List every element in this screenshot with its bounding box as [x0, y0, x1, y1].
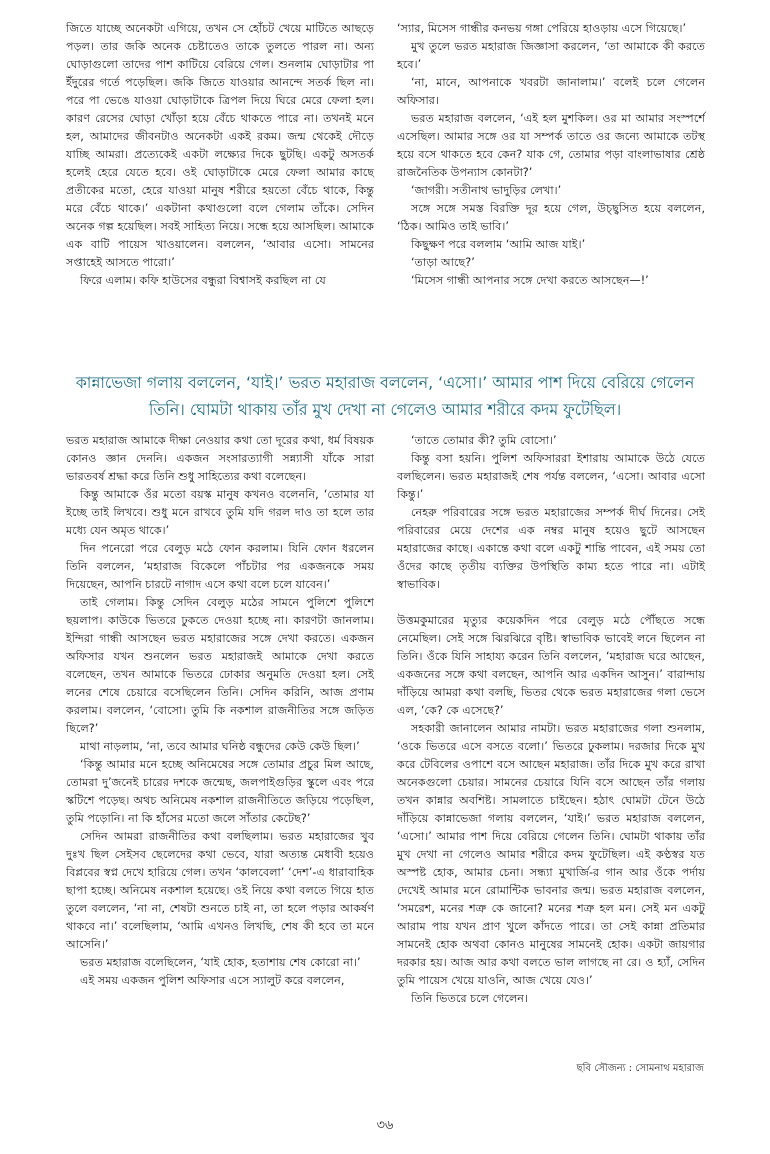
paragraph: ফিরে এলাম। কফি হাউসের বন্ধুরা বিশ্বাসই করছিল না যে: [80, 274, 326, 287]
paragraph: ‘না, মানে, আপনাকে খবরটা জানালাম।’ বলেই চলে গেলেন অফিসার।: [397, 76, 705, 107]
paragraph: নেহরু পরিবারের সঙ্গে ভরত মহারাজের সম্পর্ক দীর্ঘ দিনের। সেই পরিবারের মেয়ে দেশের এক নম্বর মানুষ হয়েও ছুটে আসছেন মহারাজের কাছে। একান্তে কথা বলে একটু শান্তি পাবেন, এই সময় তো ওঁদের কাছে তৃতীয় ব্যক্তির উপস্থিতি কাম্য হতে পারে না। এটাই স্বাভাবিক।: [397, 506, 705, 591]
paragraph: সহকারী জানালেন আমার নামটা। ভরত মহারাজের গলা শুনলাম, ‘ওকে ভিতরে এসে বসতে বলো।’ ভিতরে ঢুকলাম। দরজার দিকে মুখ করে টেবিলের ওপাশে বসে আছেন মহারাজ। তাঁর দিকে মুখ করে রাখা অনেকগুলো চেয়ার। সামনের চেয়ারে যিনি বসে আছেন তাঁর গলায় তখন কান্নার অবশিষ্ট। সামলাতে চাইছেন। হঠাৎ ঘোমটা টেনে উঠে দাঁড়িয়ে কান্নাভেজা গলায় বললেন, ‘যাই।’ ভরত মহারাজ বললেন, ‘এসো।’ আমার পাশ দিয়ে বেরিয়ে গেলেন তিনি। ঘোমটা থাকায় তাঁর মুখ দেখা না গেলেও আমার শরীরে কদম ফুটেছিল। এই কণ্ঠস্বর যত অস্পষ্ট হোক, আমার চেনা। সন্ধ্যা মুখার্জি-র গান আর ওঁকে পর্দায় দেখেই আমার মনে রোমান্টিক ভাবনার জন্ম। ভরত মহারাজ বললেন, ‘সমরেশ, মনের শত্রু কে জানো? মনের শত্রু হল মন। সেই মন একটু আরাম পায় যখন প্রাণ খুলে কাঁদতে পারে। তা সেই কান্না প্রতিমার সামনেই হোক অথবা কোনও মানুষের সামনেই হোক। একটা জায়গার দরকার হয়। আজ আর কথা বলতে ভাল লাগছে না রে। ও হ্যাঁ, সেদিন তুমি পায়েস খেয়ে যাওনি, আজ খেয়ে যেও।’: [397, 722, 705, 987]
paragraph: এই সময় একজন পুলিশ অফিসার এসে স্যালুট করে বললেন,: [80, 974, 345, 987]
paragraph: কিছুক্ষণ পরে বললাম ‘আমি আজ যাই।’: [411, 238, 586, 251]
paragraph: সেদিন আমরা রাজনীতির কথা বলছিলাম। ভরত মহারাজের খুব দুঃখ ছিল সেইসব ছেলেদের কথা ভেবে, যারা অত্যন্ত মেধাবী হয়েও বিপ্লবের স্বপ্ন দেখে হারিয়ে গেল। তখন ‘কালবেলা’ ‘দেশ’-এ ধারাবাহিক ছাপা হচ্ছে। অনিমেষ নকশাল হয়েছে। ওই নিয়ে কথা বলতে গিয়ে হাত তুলে বললেন, ‘না না, শেষটা শুনতে চাই না, তা হলে পড়ার আকর্ষণ থাকবে না।’ বলেছিলাম, ‘আমি এখনও লিখছি, শেষ কী হবে তা মনে আসেনি।’: [66, 830, 374, 951]
pull-quote: কান্নাভেজা গলায় বললেন, ‘যাই।’ ভরত মহারাজ বললেন, ‘এসো।’ আমার পাশ দিয়ে বেরিয়ে গেলেন তিনি। ঘোমটা থাকায় তাঁর মুখ দেখা না গেলেও আমার শরীরে কদম ফুটেছিল।: [75, 373, 695, 419]
photo-credit: ছবি সৌজন্য : সোমনাথ মহারাজ: [576, 1063, 704, 1074]
article-column-bottom-left: [66, 432, 374, 990]
paragraph: কিন্তু আমাকে ওঁর মতো বয়স্ক মানুষ কখনও বলেননি, ‘তোমার যা ইচ্ছে তাই লিখবে। শুধু মনে রাখবে তুমি যদি গরল দাও তা হলে তার মধ্যে যেন অমৃত থাকে।’: [66, 488, 374, 537]
paragraph: ‘কিন্তু আমার মনে হচ্ছে অনিমেষের সঙ্গে তোমার প্রচুর মিল আছে, তোমরা দু’জনেই চারের দশকে জন্মেছ, জলপাইগুড়ির স্কুলে এবং পরে স্কটিশে পড়েছ। অথচ অনিমেষ নকশাল রাজনীতিতে জড়িয়ে পড়েছিল, তুমি পড়োনি। না কি হাঁসের মতো জলে সাঁতার কেটেছ?’: [66, 758, 374, 825]
paragraph: দিন পনেরো পরে বেলুড় মঠে ফোন করলাম। যিনি ফোন ধরলেন তিনি বললেন, ‘মহারাজ বিকেলে পাঁচটার পর একজনকে সময় দিয়েছেন, আপনি চারটে নাগাদ এসে কথা বলে চলে যাবেন।’: [66, 542, 374, 591]
paragraph: ভরত মহারাজ বললেন, ‘এই হল মুশকিল। ওর মা আমার সংস্পর্শে এসেছিল। আমার সঙ্গে ওর যা সম্পর্ক তাতে ওর জন্যে আমাকে তটস্থ হয়ে বসে থাকতে হবে কেন? যাক গে, তোমার পড়া বাংলাভাষার শ্রেষ্ঠ রাজনৈতিক উপন্যাস কোনটা?’: [397, 112, 705, 179]
paragraph: জিতে যাচ্ছে অনেকটা এগিয়ে, তখন সে হোঁচট খেয়ে মাটিতে আছড়ে পড়ল। তার জকি অনেক চেষ্টাতেও তাকে তুলতে পারল না। অন্য ঘোড়াগুলো তাদের পাশ কাটিয়ে বেরিয়ে গেল। শুনলাম ঘোড়াটার পা ইঁদুরের গর্তে পড়েছিল। জকি জিতে যাওয়ার আনন্দে সতর্ক ছিল না। পরে পা ভেঙে যাওয়া ঘোড়াটাকে ত্রিপল দিয়ে ঘিরে মেরে ফেলা হল। কারণ রেসের ঘোড়া খোঁড়া হয়ে বেঁচে থাকতে পারে না। তখনই মনে হল, আমাদের জীবনটাও অনেকটা একই রকম। জন্ম থেকেই দৌড়ে যাচ্ছি আমরা। প্রত্যেকেই একটা লক্ষ্যের দিকে ছুটছি। একটু অসতর্ক হলেই হেরে যেতে হবে। ওই ঘোড়াটাকে মেরে ফেলা আমার কাছে প্রতীকের মতো, হেরে যাওয়া মানুষ শরীরে হয়তো বেঁচে থাকে, কিন্তু মরে বেঁচে থাকে।’ একটানা কথাগুলো বলে গেলাম তাঁকে। সেদিন অনেক গল্প হয়েছিল। সবই সাহিত্য নিয়ে। সন্ধে হয়ে আসছিল। আমাকে এক বাটি পায়েস খাওয়ালেন। বললেন, ‘আবার এসো। সামনের সপ্তাহেই আসতে পারো।’: [66, 22, 374, 269]
page-number: ৩৬: [376, 1118, 394, 1133]
paragraph: ‘জাগরী। সতীনাথ ভাদুড়ির লেখা।’: [411, 184, 562, 197]
paragraph: ‘তাড়া আছে?’: [411, 256, 475, 269]
paragraph: ‘স্যার, মিসেস গান্ধীর কনভয় গঙ্গা পেরিয়ে হাওড়ায় এসে গিয়েছে।’: [397, 22, 687, 35]
paragraph: সঙ্গে সঙ্গে সমস্ত বিরক্তি দূর হয়ে গেল, উচ্ছ্বসিত হয়ে বললেন, ‘ঠিক। আমিও তাই ভাবি।’: [397, 202, 705, 233]
paragraph: মুখ তুলে ভরত মহারাজ জিজ্ঞাসা করলেন, ‘তা আমাকে কী করতে হবে।’: [397, 40, 705, 71]
article-column-top-left: [66, 20, 374, 290]
article-column-top-right: [397, 20, 705, 290]
paragraph: ভরত মহারাজ আমাকে দীক্ষা নেওয়ার কথা তো দূরের কথা, ধর্ম বিষয়ক কোনও জ্ঞান দেননি। একজন সংসারত্যাগী সন্ন্যাসী যাঁকে সারা ভারতবর্ষ শ্রদ্ধা করে তিনি শুধু সাহিত্যের কথা বলেছেন।: [66, 434, 374, 483]
paragraph: তাই গেলাম। কিন্তু সেদিন বেলুড় মঠের সামনে পুলিশে পুলিশে ছয়লাপ। কাউকে ভিতরে ঢুকতে দেওয়া হচ্ছে না। কারণটা জানলাম। ইন্দিরা গান্ধী আসছেন ভরত মহারাজের সঙ্গে দেখা করতে। একজন অফিসার যখন শুনলেন ভরত মহারাজই আমাকে দেখা করতে বলেছেন, তখন আমাকে ভিতরে ঢোকার অনুমতি দেওয়া হল। সেই লনের শেষে চেয়ারে বসেছিলেন তিনি। সেদিন করিনি, আজ প্রণাম করলাম। বললেন, ‘বোসো। তুমি কি নকশাল রাজনীতির সঙ্গে জড়িত ছিলে?’: [66, 596, 374, 735]
paragraph: কিন্তু বসা হয়নি। পুলিশ অফিসাররা ইশারায় আমাকে উঠে যেতে বলছিলেন। ভরত মহারাজই শেষ পর্যন্ত বললেন, ‘এসো। আবার এসো কিন্তু।’: [397, 452, 705, 501]
paragraph: মাথা নাড়লাম, ‘না, তবে আমার ঘনিষ্ঠ বন্ধুদের কেউ কেউ ছিল।’: [80, 740, 360, 753]
paragraph: ভরত মহারাজ বলেছিলেন, ‘যাই হোক, হতাশায় শেষ কোরো না।’: [80, 956, 361, 969]
article-column-bottom-right: [397, 432, 705, 1008]
paragraph: ‘মিসেস গান্ধী আপনার সঙ্গে দেখা করতে আসছেন—!’: [411, 274, 649, 287]
paragraph: তিনি ভিতরে চলে গেলেন।: [411, 992, 528, 1005]
paragraph: ‘তাতে তোমার কী? তুমি বোসো।’: [411, 434, 557, 447]
paragraph: উত্তমকুমারের মৃত্যুর কয়েকদিন পরে বেলুড় মঠে পৌঁছতে সন্ধে নেমেছিল। সেই সঙ্গে ঝিরঝিরে বৃষ্টি। স্বাভাবিক ভাবেই লনে ছিলেন না তিনি। ওঁকে যিনি সাহায্য করেন তিনি বললেন, ‘মহারাজ ঘরে আছেন, একজনের সঙ্গে কথা বলছেন, আপনি আর একদিন আসুন।’ বারান্দায় দাঁড়িয়ে আমরা কথা বলছি, ভিতর থেকে ভরত মহারাজের গলা ভেসে এল, ‘কে? কে এসেছে?’: [397, 614, 705, 717]
